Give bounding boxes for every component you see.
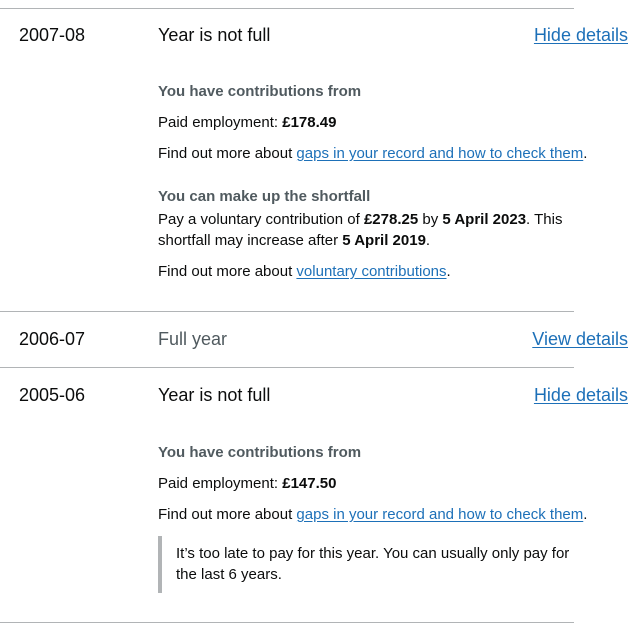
find-out-suffix: . — [583, 506, 588, 523]
inset-line: the last 6 years. — [176, 566, 282, 583]
shortfall-heading: You can make up the shortfall — [158, 188, 371, 205]
gaps-in-record-link[interactable]: gaps in your record and how to check them — [296, 506, 584, 523]
shortfall-date: 5 April 2019 — [342, 232, 426, 249]
too-late-inset — [158, 536, 576, 593]
year-status: Full year — [158, 329, 228, 349]
paid-employment-label: Paid employment: — [158, 475, 283, 492]
row-divider — [0, 622, 574, 623]
voluntary-suffix: . — [446, 263, 451, 280]
hide-details-link[interactable]: Hide details — [533, 385, 628, 405]
paid-employment — [158, 112, 336, 133]
paid-employment-amount: £147.50 — [282, 475, 337, 492]
contributions-heading: You have contributions from — [158, 83, 362, 100]
voluntary-prefix: Find out more about — [158, 263, 297, 280]
shortfall-suffix: . — [425, 232, 431, 249]
shortfall-increase-text — [158, 230, 430, 251]
pay-by: by — [418, 211, 443, 228]
shortfall-prefix: shortfall may increase after — [158, 232, 343, 249]
pay-deadline: 5 April 2023 — [442, 211, 527, 228]
hide-details-link[interactable]: Hide details — [533, 25, 628, 45]
tax-year: 2005-06 — [19, 385, 86, 405]
year-status: Year is not full — [158, 385, 271, 405]
paid-employment-label: Paid employment: — [158, 114, 283, 131]
find-out-prefix: Find out more about — [158, 145, 297, 162]
pay-suffix: . This — [526, 211, 563, 228]
row-divider — [0, 8, 574, 9]
find-out-prefix: Find out more about — [158, 506, 297, 523]
row-divider — [0, 311, 574, 312]
gaps-in-record-link[interactable]: gaps in your record and how to check them — [296, 145, 584, 162]
view-details-link[interactable]: View details — [532, 329, 628, 349]
pay-prefix: Pay a voluntary contribution of — [158, 211, 364, 228]
year-status: Year is not full — [158, 25, 271, 45]
find-out-more-text — [158, 143, 587, 164]
paid-employment-amount: £178.49 — [282, 114, 337, 131]
tax-year: 2006-07 — [19, 329, 86, 349]
find-out-more-text — [158, 504, 587, 525]
contributions-heading: You have contributions from — [158, 444, 362, 461]
pay-amount: £278.25 — [363, 211, 419, 228]
voluntary-payment-text — [158, 209, 562, 230]
voluntary-find-out-text — [158, 261, 451, 282]
find-out-suffix: . — [583, 145, 588, 162]
row-divider — [0, 367, 574, 368]
paid-employment — [158, 473, 336, 494]
tax-year: 2007-08 — [19, 25, 86, 45]
voluntary-contributions-link[interactable]: voluntary contributions — [296, 263, 447, 280]
inset-line: It’s too late to pay for this year. You can usually only pay for — [176, 545, 570, 562]
